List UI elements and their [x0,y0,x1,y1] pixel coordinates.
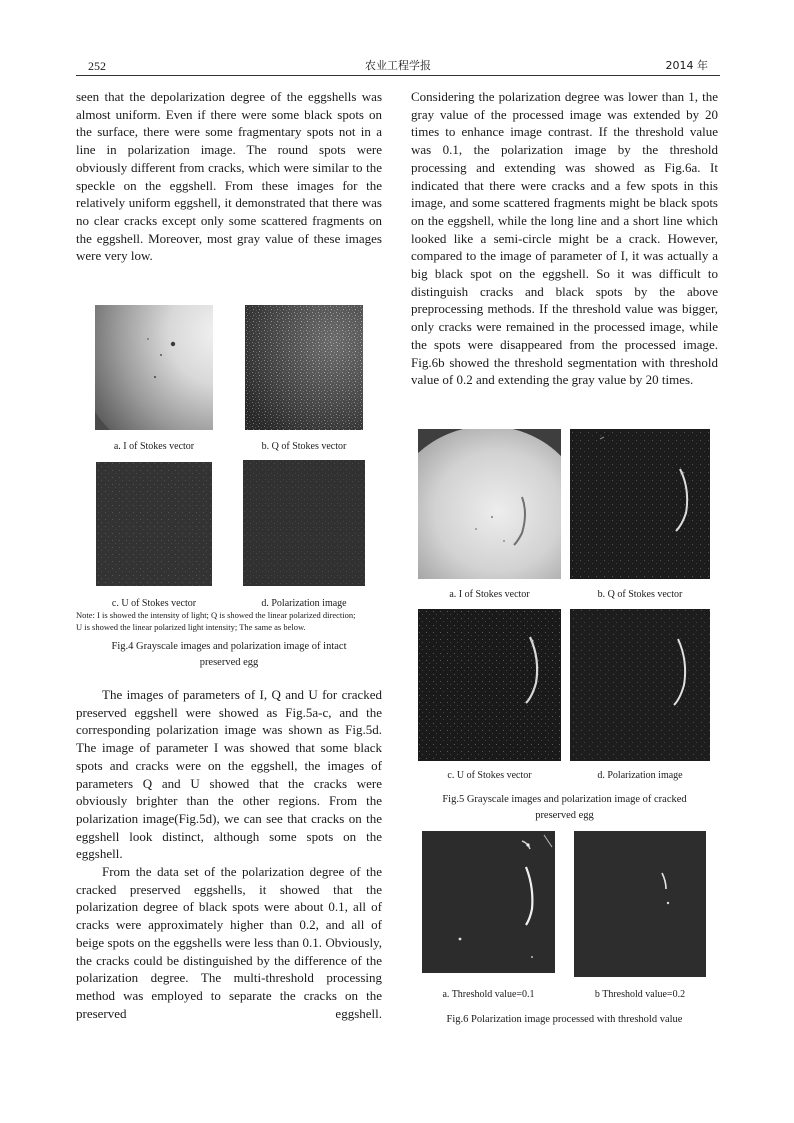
fig5-image-b [570,429,710,579]
right-column-top [411,88,718,389]
fig5-caption-d: d. Polarization image [597,770,683,781]
fig4-note [76,609,382,633]
fig6-caption-b: b Threshold value=0.2 [594,989,686,1000]
paragraph: The images of parameters of I, Q and U for cracked preserved eggshell were showed as Fig.5a-c, and the corresponding polarization image was shown as Fig.5d. The image of parameter I was showed that some black spots and cracks were on the eggshell, the images of parameters Q and U showed that the cracks were obviously brighter than the other regions. From the polarization image(Fig.5d), we can see that cracks on the eggshell look distinct, although some spots on the eggshell. [76,687,382,862]
fig-title-line: Fig.5 Grayscale images and polarization image of cracked [442,794,687,805]
fig-title-line: preserved egg [535,810,594,821]
fig5-caption-a: a. I of Stokes vector [449,589,530,600]
fig6-image-b [574,831,706,977]
fig-title-line: preserved egg [199,657,259,668]
fig4-caption-a: a. I of Stokes vector [113,441,195,452]
fig6-caption-a: a. Threshold value=0.1 [442,989,535,1000]
paragraph: From the data set of the polarization degree of the cracked preserved eggshells, it showed that the polarization degree of black spots were about 0.1, all of cracks were approximately higher than 0.2, and all of beige spots on the eggshells were less than 0.1. Obviously, the cracks could be distinguished by the difference of the polarization degree. The multi-threshold processing method was employed to separate the cracks on the preserved eggshell. [76,864,382,1021]
fig4-image-b [245,305,363,430]
fig-title-line: Fig.4 Grayscale images and polarization image of intact [111,641,347,652]
journal-year: 2014 年 [665,59,708,72]
paragraph: seen that the depolarization degree of the eggshells was almost uniform. Even if there were some black spots on the surface, there were some fragmentary spots not in a line in polarization image. The round spots were obviously different from cracks, which were similar to the speckle on the eggshell. From these images for the relatively uniform eggshell, it demonstrated that there was no clear cracks except only some scattered fragments on the eggshell. Moreover, most gray value of these images were very low. [76,89,382,264]
left-column-top [76,88,382,265]
fig4-image-c [96,462,212,586]
fig-title-line: Fig.6 Polarization image processed with threshold value [446,1014,683,1025]
fig6-image-a [422,831,555,973]
note-line: U is showed the linear polarized light intensity; The same as below. [76,622,306,632]
fig4-image-a [95,305,213,430]
fig5-caption-b: b. Q of Stokes vector [597,589,683,600]
fig4-image-d [243,460,365,586]
fig5-image-a [418,429,561,579]
fig5-image-c [418,609,561,761]
page-number: 252 [88,59,106,73]
fig5-image-d [570,609,710,761]
fig4-caption-c: c. U of Stokes vector [111,598,197,609]
fig4-caption-b: b. Q of Stokes vector [261,441,347,452]
paragraph: Considering the polarization degree was lower than 1, the gray value of the processed image was extended by 20 times to enhance image contrast. If the threshold value was 0.1, the polarization image by the threshold processing and extending was showed as Fig.6a. It indicated that there were cracks and a few spots in this image, and some scattered fragments might be black spots on the eggshell, while the long line and a short line which looked like a semi-circle might be a crack. However, compared to the image of parameter of I, it was actually a big black spot on the eggshell. So it was difficult to distinguish cracks and black spots by the above preprocessing methods. If the threshold value was bigger, only cracks were remained in the processed image, while the spots were disappeared from the processed image. Fig.6b showed the threshold segmentation with threshold value of 0.2 and extending the gray value by 20 times. [411,89,718,388]
fig6-title [411,1012,718,1028]
note-line: Note: I is showed the intensity of light; Q is showed the linear polarized direction; [76,610,356,620]
page-header [76,56,720,76]
fig5-title [411,792,718,824]
left-column-bottom [76,686,382,1022]
fig4-title [76,639,382,671]
fig4-caption-d: d. Polarization image [261,598,347,609]
fig5-caption-c: c. U of Stokes vector [447,770,532,781]
journal-name: 农业工程学报 [365,59,431,72]
